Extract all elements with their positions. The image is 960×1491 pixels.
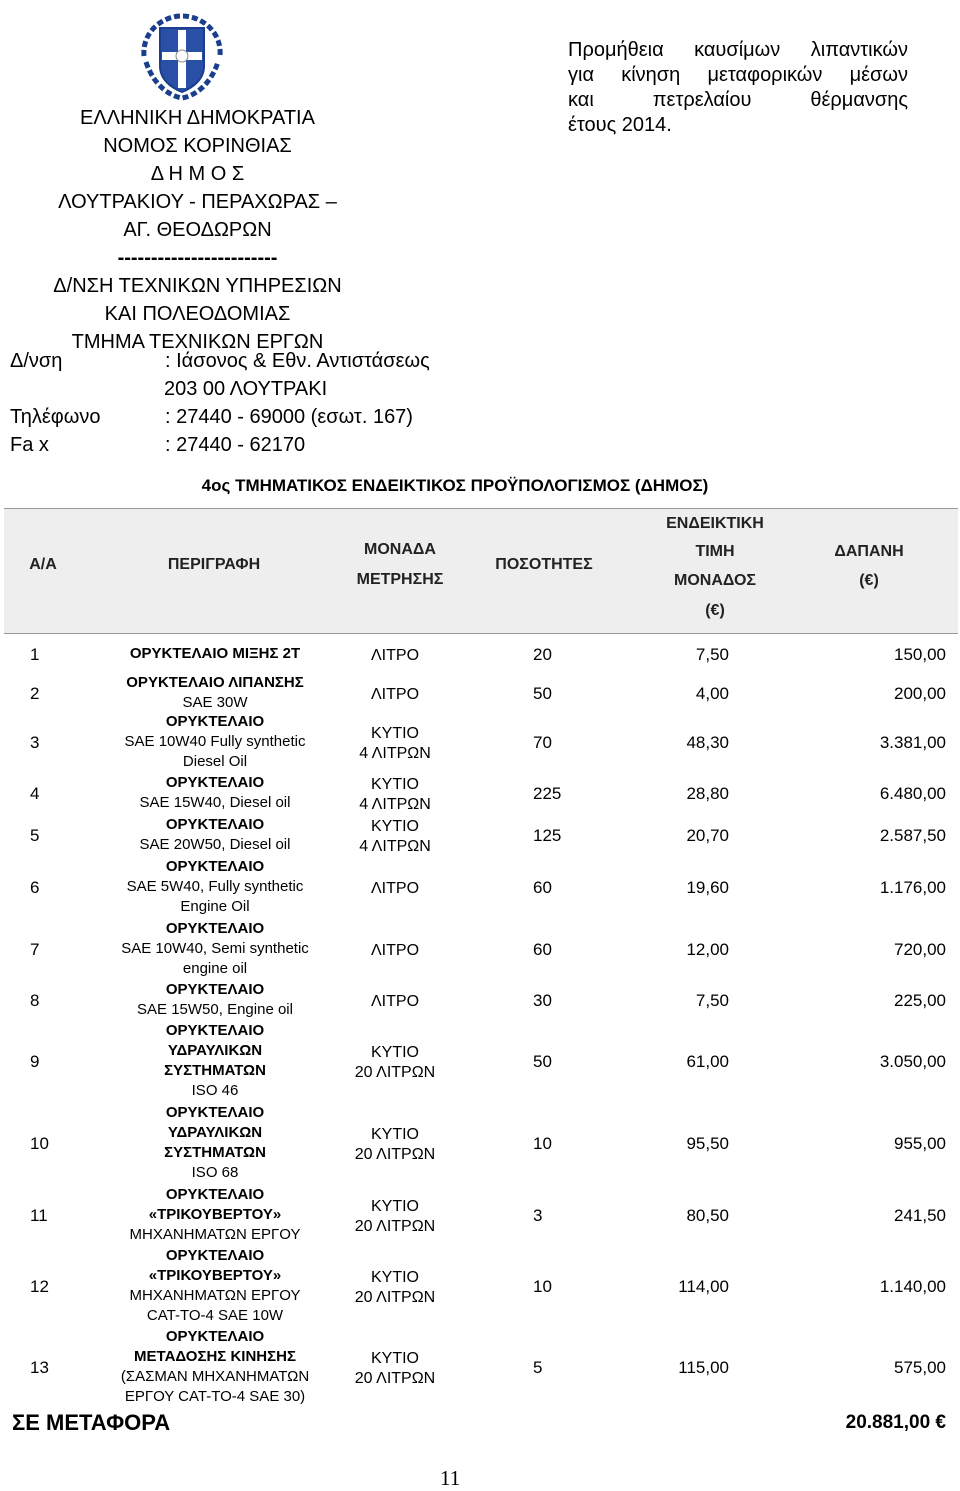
project-line: Προμήθεια καυσίμων λιπαντικών xyxy=(568,39,908,61)
address-value-2: 203 00 ΛΟΥΤΡΑΚΙ xyxy=(164,378,328,400)
description-line: ΣΥΣΤΗΜΑΤΩΝ xyxy=(164,1144,266,1161)
item-description xyxy=(90,815,340,855)
row-number: 3 xyxy=(30,733,40,752)
description-line: ΟΡΥΚΤΕΛΑΙΟ xyxy=(165,858,265,875)
unit-price: 19,60 xyxy=(686,878,729,897)
project-line: για κίνηση μεταφορικών μέσων xyxy=(568,64,908,86)
project-line: και πετρελαίου θέρμανσης xyxy=(568,89,908,111)
unit-line: ΛΙΤΡΟ xyxy=(370,647,420,664)
header-line: ΕΛΛΗΝΙΚΗ ΔΗΜΟΚΡΑΤΙΑ xyxy=(80,107,315,129)
unit-line: ΚΥΤΙΟ xyxy=(370,818,419,835)
carry-forward-label: ΣΕ ΜΕΤΑΦΟΡΑ xyxy=(12,1410,171,1435)
row-number: 8 xyxy=(30,991,40,1010)
unit-line: ΚΥΤΙΟ xyxy=(370,1044,419,1061)
description-line: (ΣΑΣΜΑΝ ΜΗΧΑΝΗΜΑΤΩΝ xyxy=(120,1368,310,1385)
unit-line: ΛΙΤΡΟ xyxy=(370,993,420,1010)
unit-price: 7,50 xyxy=(695,645,729,664)
unit-line: 20 ΛΙΤΡΩΝ xyxy=(354,1218,436,1235)
unit-of-measure xyxy=(345,1349,445,1389)
quantity: 10 xyxy=(533,1134,552,1153)
row-number: 6 xyxy=(30,878,40,897)
description-line: ΟΡΥΚΤΕΛΑΙΟ xyxy=(165,1247,265,1264)
row-number: 1 xyxy=(30,645,40,664)
item-description xyxy=(90,1021,340,1101)
issuer-header xyxy=(0,104,395,356)
unit-price: 4,00 xyxy=(695,684,729,703)
unit-of-measure xyxy=(345,724,445,764)
row-number: 11 xyxy=(30,1206,48,1225)
header-line: ΛΟΥΤΡΑΚΙΟΥ - ΠΕΡΑΧΩΡΑΣ – xyxy=(58,191,337,213)
page-number: 11 xyxy=(440,1466,461,1490)
unit-line: ΛΙΤΡΟ xyxy=(370,686,420,703)
unit-line: 20 ΛΙΤΡΩΝ xyxy=(354,1064,436,1081)
description-line: ISO 46 xyxy=(191,1082,239,1099)
unit-of-measure xyxy=(345,646,445,666)
description-line: ΜΕΤΑΔΟΣΗΣ ΚΙΝΗΣΗΣ xyxy=(134,1348,296,1365)
description-line: ΟΡΥΚΤΕΛΑΙΟ ΜΙΞΗΣ 2Τ xyxy=(129,645,301,662)
unit-price: 20,70 xyxy=(686,826,729,845)
phone-label: Τηλέφωνο xyxy=(10,406,101,428)
fax-label: Fa x xyxy=(10,434,49,456)
header-line: ΚΑΙ ΠΟΛΕΟΔΟΜΙΑΣ xyxy=(104,303,291,325)
cost: 720,00 xyxy=(894,940,946,959)
unit-price: 80,50 xyxy=(686,1206,729,1225)
item-description xyxy=(90,1246,340,1326)
cost: 955,00 xyxy=(894,1134,946,1153)
cost: 150,00 xyxy=(894,645,946,664)
quantity: 20 xyxy=(533,645,552,664)
description-line: CAT-TO-4 SAE 10W xyxy=(146,1307,284,1324)
unit-price: 7,50 xyxy=(695,991,729,1010)
description-line: «ΤΡΙΚΟΥΒΕΡΤΟΥ» xyxy=(148,1267,282,1284)
unit-line: ΚΥΤΙΟ xyxy=(370,1198,419,1215)
quantity: 60 xyxy=(533,878,552,897)
unit-price: 28,80 xyxy=(686,784,729,803)
description-line: ΟΡΥΚΤΕΛΑΙΟ xyxy=(165,1022,265,1039)
cost: 6.480,00 xyxy=(879,784,946,803)
quantity: 30 xyxy=(533,991,552,1010)
header-line: Δ/ΝΣΗ ΤΕΧΝΙΚΩΝ ΥΠΗΡΕΣΙΩΝ xyxy=(53,275,342,297)
description-line: ΟΡΥΚΤΕΛΑΙΟ xyxy=(165,1186,265,1203)
cost: 225,00 xyxy=(894,991,946,1010)
item-description xyxy=(90,1103,340,1183)
description-line: ΟΡΥΚΤΕΛΑΙΟ ΛΙΠΑΝΣΗΣ xyxy=(126,674,304,691)
description-line: engine oil xyxy=(182,960,248,977)
unit-of-measure xyxy=(345,1268,445,1308)
item-description xyxy=(90,857,340,917)
quantity: 10 xyxy=(533,1277,552,1296)
description-line: «ΤΡΙΚΟΥΒΕΡΤΟΥ» xyxy=(148,1206,282,1223)
row-number: 10 xyxy=(30,1134,49,1153)
item-description xyxy=(90,980,340,1020)
description-line: Engine Oil xyxy=(180,898,250,915)
address-label: Δ/νση xyxy=(10,350,63,372)
col-price-1: ΕΝΔΕΙΚΤΙΚΗ xyxy=(666,515,764,532)
row-number: 4 xyxy=(30,784,40,803)
header-line: ΑΓ. ΘΕΟΔΩΡΩΝ xyxy=(123,219,272,241)
col-description: ΠΕΡΙΓΡΑΦΗ xyxy=(167,556,261,573)
quantity: 50 xyxy=(533,684,552,703)
carry-forward-value: 20.881,00 € xyxy=(845,1412,946,1433)
description-line: ΟΡΥΚΤΕΛΑΙΟ xyxy=(165,816,265,833)
quantity: 5 xyxy=(533,1358,543,1377)
item-description xyxy=(90,919,340,979)
description-line: ΟΡΥΚΤΕΛΑΙΟ xyxy=(165,1104,265,1121)
unit-of-measure xyxy=(345,1043,445,1083)
header-line: Δ Η Μ Ο Σ xyxy=(150,163,245,185)
item-description xyxy=(90,773,340,813)
unit-line: 4 ΛΙΤΡΩΝ xyxy=(359,838,431,855)
col-price-2: ΤΙΜΗ xyxy=(695,543,735,560)
row-number: 13 xyxy=(30,1358,49,1377)
col-price-4: (€) xyxy=(705,602,725,619)
cost: 575,00 xyxy=(894,1358,946,1377)
description-line: ΟΡΥΚΤΕΛΑΙΟ xyxy=(165,713,265,730)
unit-line: 4 ΛΙΤΡΩΝ xyxy=(359,745,431,762)
unit-line: 4 ΛΙΤΡΩΝ xyxy=(359,796,431,813)
description-line: SAE 20W50, Diesel oil xyxy=(139,836,291,853)
quantity: 70 xyxy=(533,733,552,752)
unit-price: 61,00 xyxy=(686,1052,729,1071)
cost: 1.176,00 xyxy=(879,878,946,897)
col-cost-1: ΔΑΠΑΝΗ xyxy=(834,543,904,560)
unit-of-measure xyxy=(345,817,445,857)
unit-of-measure xyxy=(345,1197,445,1237)
row-number: 5 xyxy=(30,826,40,845)
description-line: Diesel Oil xyxy=(182,753,248,770)
col-price-3: ΜΟΝΑΔΟΣ xyxy=(674,572,756,589)
unit-of-measure xyxy=(345,879,445,899)
col-unit-2: ΜΕΤΡΗΣΗΣ xyxy=(356,571,444,588)
description-line: ΜΗΧΑΝΗΜΑΤΩΝ ΕΡΓΟΥ xyxy=(129,1287,301,1304)
unit-line: ΚΥΤΙΟ xyxy=(370,725,419,742)
contact-info xyxy=(10,347,430,459)
unit-line: ΚΥΤΙΟ xyxy=(370,1126,419,1143)
unit-price: 115,00 xyxy=(678,1358,729,1377)
header-separator: ------------------------ xyxy=(117,247,278,269)
unit-price: 48,30 xyxy=(686,733,729,752)
description-line: SAE 15W40, Diesel oil xyxy=(139,794,291,811)
description-line: SAE 5W40, Fully synthetic xyxy=(126,878,304,895)
address-value: : Ιάσονος & Εθν. Αντιστάσεως xyxy=(165,350,430,372)
row-number: 2 xyxy=(30,684,40,703)
unit-of-measure xyxy=(345,1125,445,1165)
unit-price: 114,00 xyxy=(678,1277,729,1296)
item-description xyxy=(90,1327,340,1407)
header-line: ΤΜΗΜΑ ΤΕΧΝΙΚΩΝ ΕΡΓΩΝ xyxy=(71,331,324,353)
table-title: 4ος ΤΜΗΜΑΤΙΚΟΣ ΕΝΔΕΙΚΤΙΚΟΣ ΠΡΟΫΠΟΛΟΓΙΣΜΟΣ (ΔΗΜΟΣ) xyxy=(201,476,709,495)
quantity: 125 xyxy=(533,826,562,845)
quantity: 60 xyxy=(533,940,552,959)
cost: 3.381,00 xyxy=(879,733,946,752)
unit-line: 20 ΛΙΤΡΩΝ xyxy=(354,1146,436,1163)
col-quantity: ΠΟΣΟΤΗΤΕΣ xyxy=(495,556,593,573)
item-description xyxy=(90,673,340,713)
description-line: SAE 15W50, Engine oil xyxy=(137,1001,293,1018)
description-line: ΟΡΥΚΤΕΛΑΙΟ xyxy=(165,920,265,937)
cost: 3.050,00 xyxy=(879,1052,946,1071)
project-title xyxy=(568,38,908,138)
unit-line: ΛΙΤΡΟ xyxy=(370,880,420,897)
description-line: ΕΡΓΟΥ CAT-TO-4 SAE 30) xyxy=(124,1388,306,1405)
description-line: ΥΔΡΑΥΛΙΚΩΝ xyxy=(167,1124,263,1141)
row-number: 9 xyxy=(30,1052,40,1071)
unit-line: 20 ΛΙΤΡΩΝ xyxy=(354,1370,436,1387)
table-header xyxy=(4,508,958,634)
header-line: ΝΟΜΟΣ ΚΟΡΙΝΘΙΑΣ xyxy=(103,135,292,157)
description-line: ΟΡΥΚΤΕΛΑΙΟ xyxy=(165,774,265,791)
item-description xyxy=(90,644,340,664)
item-description xyxy=(90,712,340,772)
row-number: 12 xyxy=(30,1277,49,1296)
unit-of-measure xyxy=(345,941,445,961)
unit-line: ΛΙΤΡΟ xyxy=(370,942,420,959)
unit-of-measure xyxy=(345,685,445,705)
description-line: ΟΡΥΚΤΕΛΑΙΟ xyxy=(165,1328,265,1345)
unit-price: 95,50 xyxy=(686,1134,729,1153)
phone-value: : 27440 - 69000 (εσωτ. 167) xyxy=(165,406,413,428)
unit-line: ΚΥΤΙΟ xyxy=(370,1350,419,1367)
unit-line: 20 ΛΙΤΡΩΝ xyxy=(354,1289,436,1306)
unit-of-measure xyxy=(345,992,445,1012)
quantity: 3 xyxy=(533,1206,543,1225)
description-line: ΥΔΡΑΥΛΙΚΩΝ xyxy=(167,1042,263,1059)
description-line: SAE 30W xyxy=(182,694,248,711)
cost: 1.140,00 xyxy=(879,1277,946,1296)
quantity: 225 xyxy=(533,784,562,803)
description-line: SAE 10W40, Semi synthetic xyxy=(121,940,309,957)
fax-value: : 27440 - 62170 xyxy=(165,434,306,456)
description-line: ISO 68 xyxy=(191,1164,239,1181)
description-line: ΜΗΧΑΝΗΜΑΤΩΝ ΕΡΓΟΥ xyxy=(129,1226,301,1243)
cost: 200,00 xyxy=(894,684,946,703)
description-line: ΟΡΥΚΤΕΛΑΙΟ xyxy=(165,981,265,998)
project-line: έτους 2014. xyxy=(568,114,672,136)
col-aa: Α/Α xyxy=(29,556,57,573)
unit-of-measure xyxy=(345,775,445,815)
unit-line: ΚΥΤΙΟ xyxy=(370,1269,419,1286)
cost: 241,50 xyxy=(894,1206,946,1225)
item-description xyxy=(90,1185,340,1245)
unit-price: 12,00 xyxy=(686,940,729,959)
col-unit-1: ΜΟΝΑΔΑ xyxy=(364,541,436,558)
col-cost-2: (€) xyxy=(859,572,879,589)
quantity: 50 xyxy=(533,1052,552,1071)
description-line: ΣΥΣΤΗΜΑΤΩΝ xyxy=(164,1062,266,1079)
greek-republic-emblem-icon xyxy=(134,10,230,102)
description-line: SAE 10W40 Fully synthetic xyxy=(124,733,306,750)
unit-line: ΚΥΤΙΟ xyxy=(370,776,419,793)
cost: 2.587,50 xyxy=(879,826,946,845)
row-number: 7 xyxy=(30,940,40,959)
